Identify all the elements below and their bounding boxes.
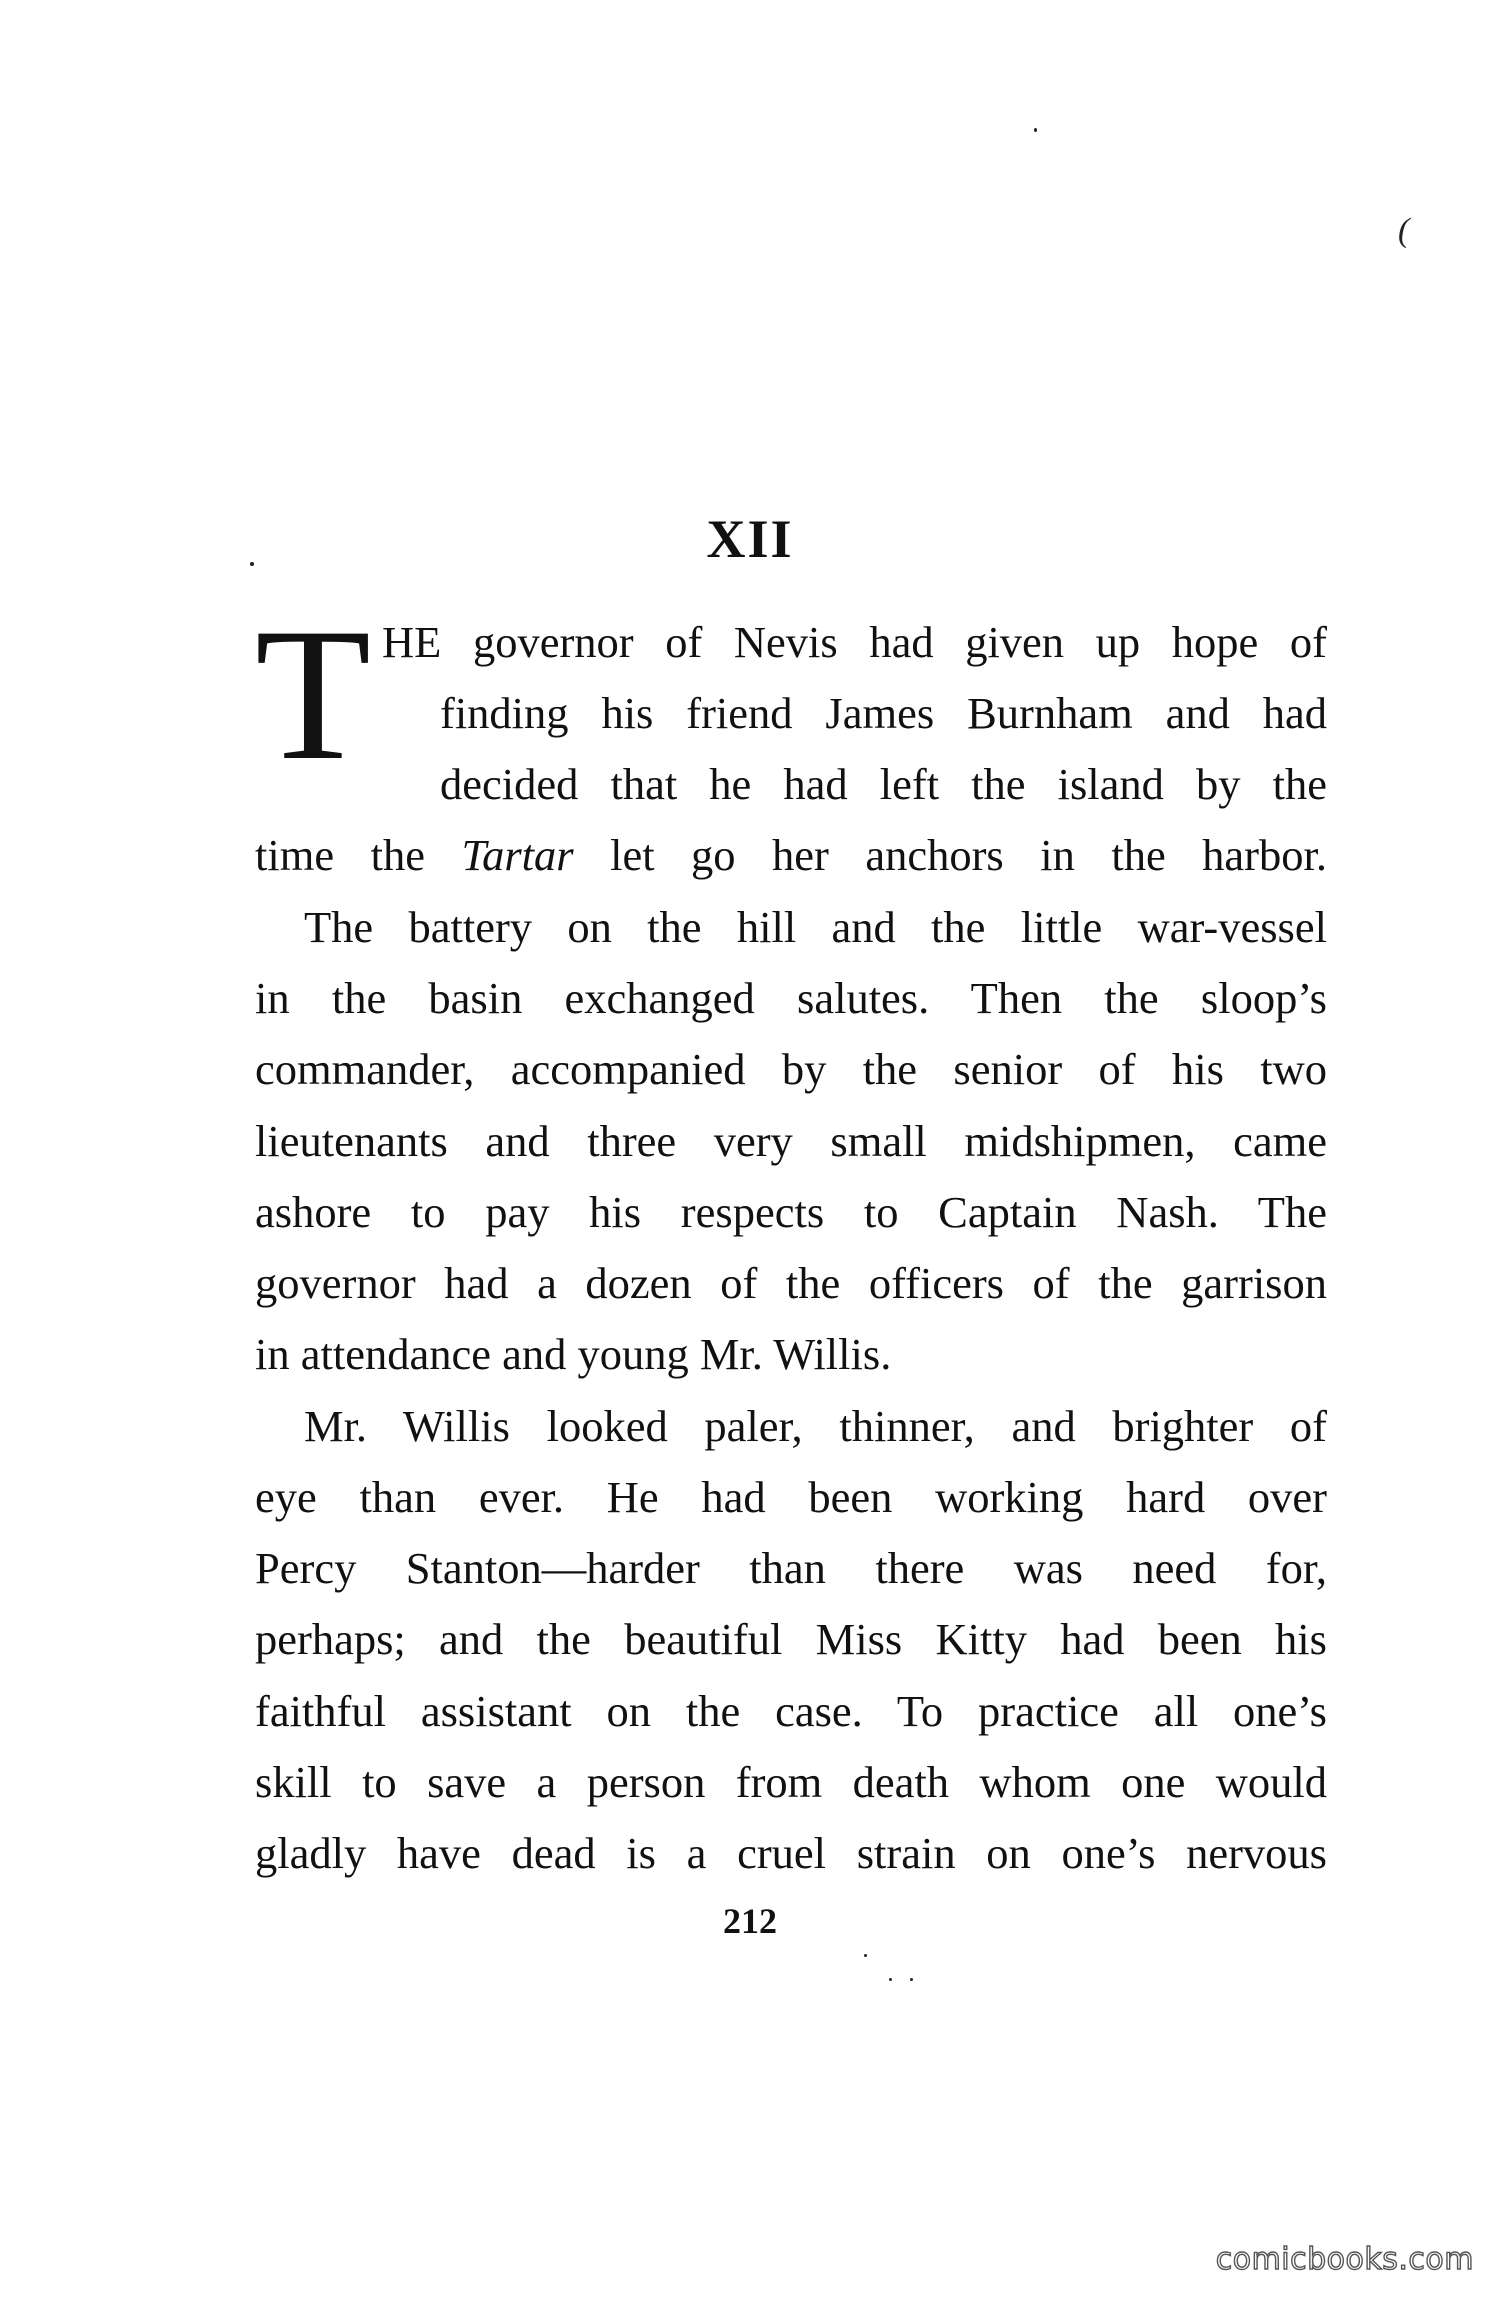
page-number: 212	[723, 1901, 777, 1941]
text-line: faithful assistant on the case. To practice all one’s	[255, 1686, 1327, 1736]
text-line: gladly have dead is a cruel strain on one’s nervous	[255, 1828, 1327, 1878]
text-line: perhaps; and the beautiful Miss Kitty had been his	[255, 1614, 1327, 1664]
text-line: lieutenants and three very small midshipmen, came	[255, 1116, 1327, 1166]
text-line: finding his friend James Burnham and had	[440, 688, 1327, 738]
chapter-heading: XII	[706, 509, 794, 569]
ship-name: Tartar	[461, 830, 574, 880]
text-line: The battery on the hill and the little war-vessel	[304, 902, 1327, 952]
scan-speck	[864, 1954, 867, 1957]
text-line	[255, 830, 1327, 880]
text-line: Percy Stanton—harder than there was need for,	[255, 1543, 1327, 1593]
scan-speck	[1034, 128, 1037, 132]
scan-speck	[910, 1978, 913, 1981]
text-line: governor had a dozen of the officers of the garrison	[255, 1258, 1327, 1308]
text-line: skill to save a person from death whom one would	[255, 1757, 1327, 1807]
text-line: ashore to pay his respects to Captain Nash. The	[255, 1187, 1327, 1237]
text-run: time the	[255, 830, 462, 880]
text-line: in the basin exchanged salutes. Then the sloop’s	[255, 973, 1327, 1023]
text-run: let go her anchors in the harbor.	[573, 830, 1327, 880]
text-line: commander, accompanied by the senior of his two	[255, 1044, 1327, 1094]
text-line: in attendance and young Mr. Willis.	[255, 1329, 892, 1379]
text-line: HE governor of Nevis had given up hope of	[382, 617, 1327, 667]
scan-speck	[889, 1978, 892, 1981]
scan-mark: (	[1398, 212, 1410, 249]
text-line: decided that he had left the island by the	[440, 759, 1327, 809]
drop-cap: T	[255, 590, 372, 800]
text-line: Mr. Willis looked paler, thinner, and brighter of	[304, 1401, 1327, 1451]
watermark: comicbooks.com	[1215, 2242, 1474, 2277]
text-line: eye than ever. He had been working hard over	[255, 1472, 1327, 1522]
